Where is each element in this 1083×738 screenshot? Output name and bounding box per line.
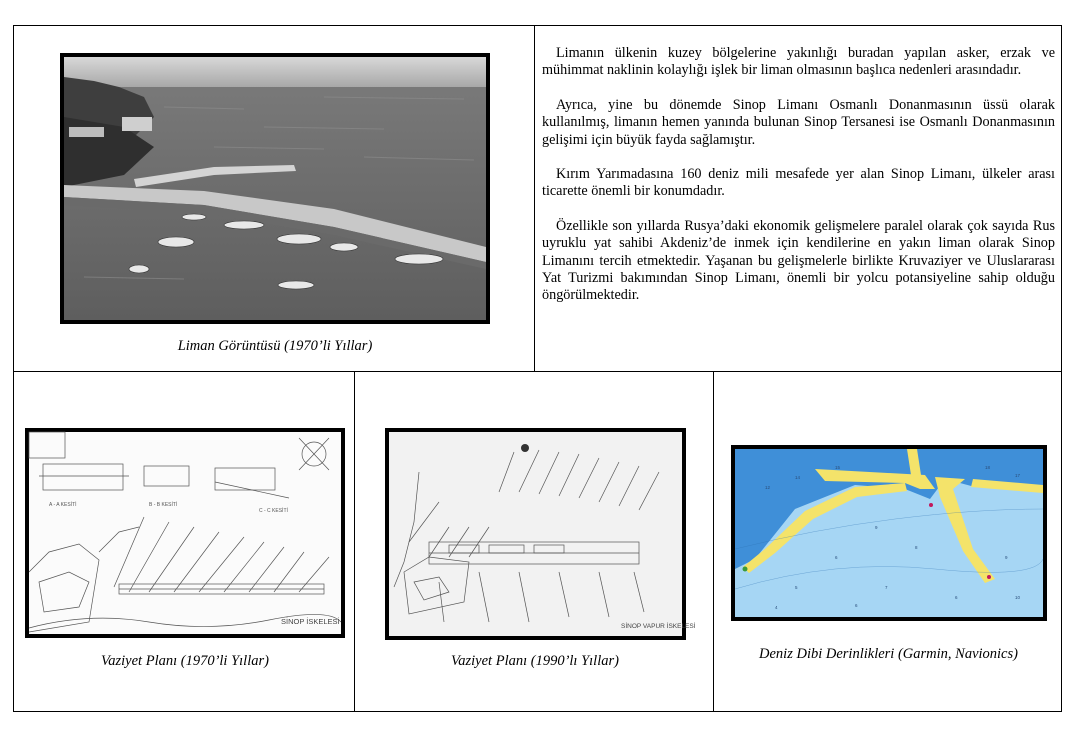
site-plan-1990 bbox=[385, 428, 696, 640]
plan-1990-label: SİNOP VAPUR İSKELESİ bbox=[621, 623, 696, 630]
plan-1970-label: SİNOP İSKELESİ bbox=[281, 617, 340, 626]
svg-text:9: 9 bbox=[1005, 555, 1008, 560]
paragraph: Limanın ülkenin kuzey bölgelerine yakınlığı buradan yapılan asker, erzak ve mühimmat naklinin kolaylığı işlek bir liman olmasının başlıca nedenleri arasındadır. bbox=[542, 45, 1055, 79]
svg-text:14: 14 bbox=[795, 475, 801, 480]
depth-map-cell bbox=[713, 371, 1062, 712]
site-plan-1990-drawing bbox=[389, 432, 696, 636]
svg-text:9: 9 bbox=[875, 525, 878, 530]
svg-text:C - C KESİTİ: C - C KESİTİ bbox=[259, 508, 288, 514]
depth-map bbox=[731, 445, 1047, 621]
svg-text:12: 12 bbox=[765, 485, 771, 490]
svg-text:A - A KESİTİ: A - A KESİTİ bbox=[49, 502, 77, 508]
svg-text:6: 6 bbox=[955, 595, 958, 600]
plan-1990-caption: Vaziyet Planı (1990’lı Yıllar) bbox=[451, 653, 619, 669]
harbor-photo bbox=[60, 53, 490, 324]
svg-text:B - B KESİTİ: B - B KESİTİ bbox=[149, 502, 178, 508]
svg-text:5: 5 bbox=[795, 585, 798, 590]
depth-map-caption: Deniz Dibi Derinlikleri (Garmin, Navionics) bbox=[759, 646, 1018, 662]
text-cell bbox=[534, 25, 1062, 372]
body-text bbox=[542, 45, 1055, 322]
plan-1990-cell bbox=[354, 371, 714, 712]
svg-text:6: 6 bbox=[835, 555, 838, 560]
paragraph: Kırım Yarımadasına 160 deniz mili mesafede yer alan Sinop Limanı, ülkeler arası ticarette önemli bir konumdadır. bbox=[542, 166, 1055, 200]
paragraph: Ayrıca, yine bu dönemde Sinop Limanı Osmanlı Donanmasının üssü olarak kullanılmış, limanın hemen yanında bulunan Sinop Tersanesi ise Osmanlı Donanmasının gelişimi için büyük fayda sağlamıştır. bbox=[542, 96, 1055, 148]
paragraph: Özellikle son yıllarda Rusya’daki ekonomik gelişmelere paralel olarak çok sayıda Rus uyruklu yat sahibi Akdeniz’de inmek için kendilerine en yakın liman olarak Sinop Limanını tercih etmektedir. Yaşanan bu gelişmelerle birlikte Kruvaziyer ve Uluslararası Yat Turizmi bakımından Sinop Limanı, önemli bir yolcu potansiyeline sahip olduğu öngörülmektedir. bbox=[542, 217, 1055, 304]
svg-text:15: 15 bbox=[835, 465, 841, 470]
site-plan-1970 bbox=[25, 428, 345, 638]
harbor-photo-image bbox=[64, 57, 486, 320]
site-plan-1970-drawing bbox=[29, 432, 341, 634]
photo-caption: Liman Görüntüsü (1970’li Yıllar) bbox=[177, 338, 373, 354]
svg-text:7: 7 bbox=[885, 585, 888, 590]
plan-1970-caption: Vaziyet Planı (1970’li Yıllar) bbox=[101, 653, 269, 669]
depth-map-image bbox=[735, 449, 1043, 617]
photo-cell bbox=[13, 25, 535, 372]
svg-text:8: 8 bbox=[915, 545, 918, 550]
plan-1970-cell bbox=[13, 371, 355, 712]
svg-text:6: 6 bbox=[855, 603, 858, 608]
svg-text:4: 4 bbox=[775, 605, 778, 610]
svg-text:18: 18 bbox=[985, 465, 991, 470]
svg-text:10: 10 bbox=[1015, 595, 1021, 600]
svg-text:17: 17 bbox=[1015, 473, 1021, 478]
